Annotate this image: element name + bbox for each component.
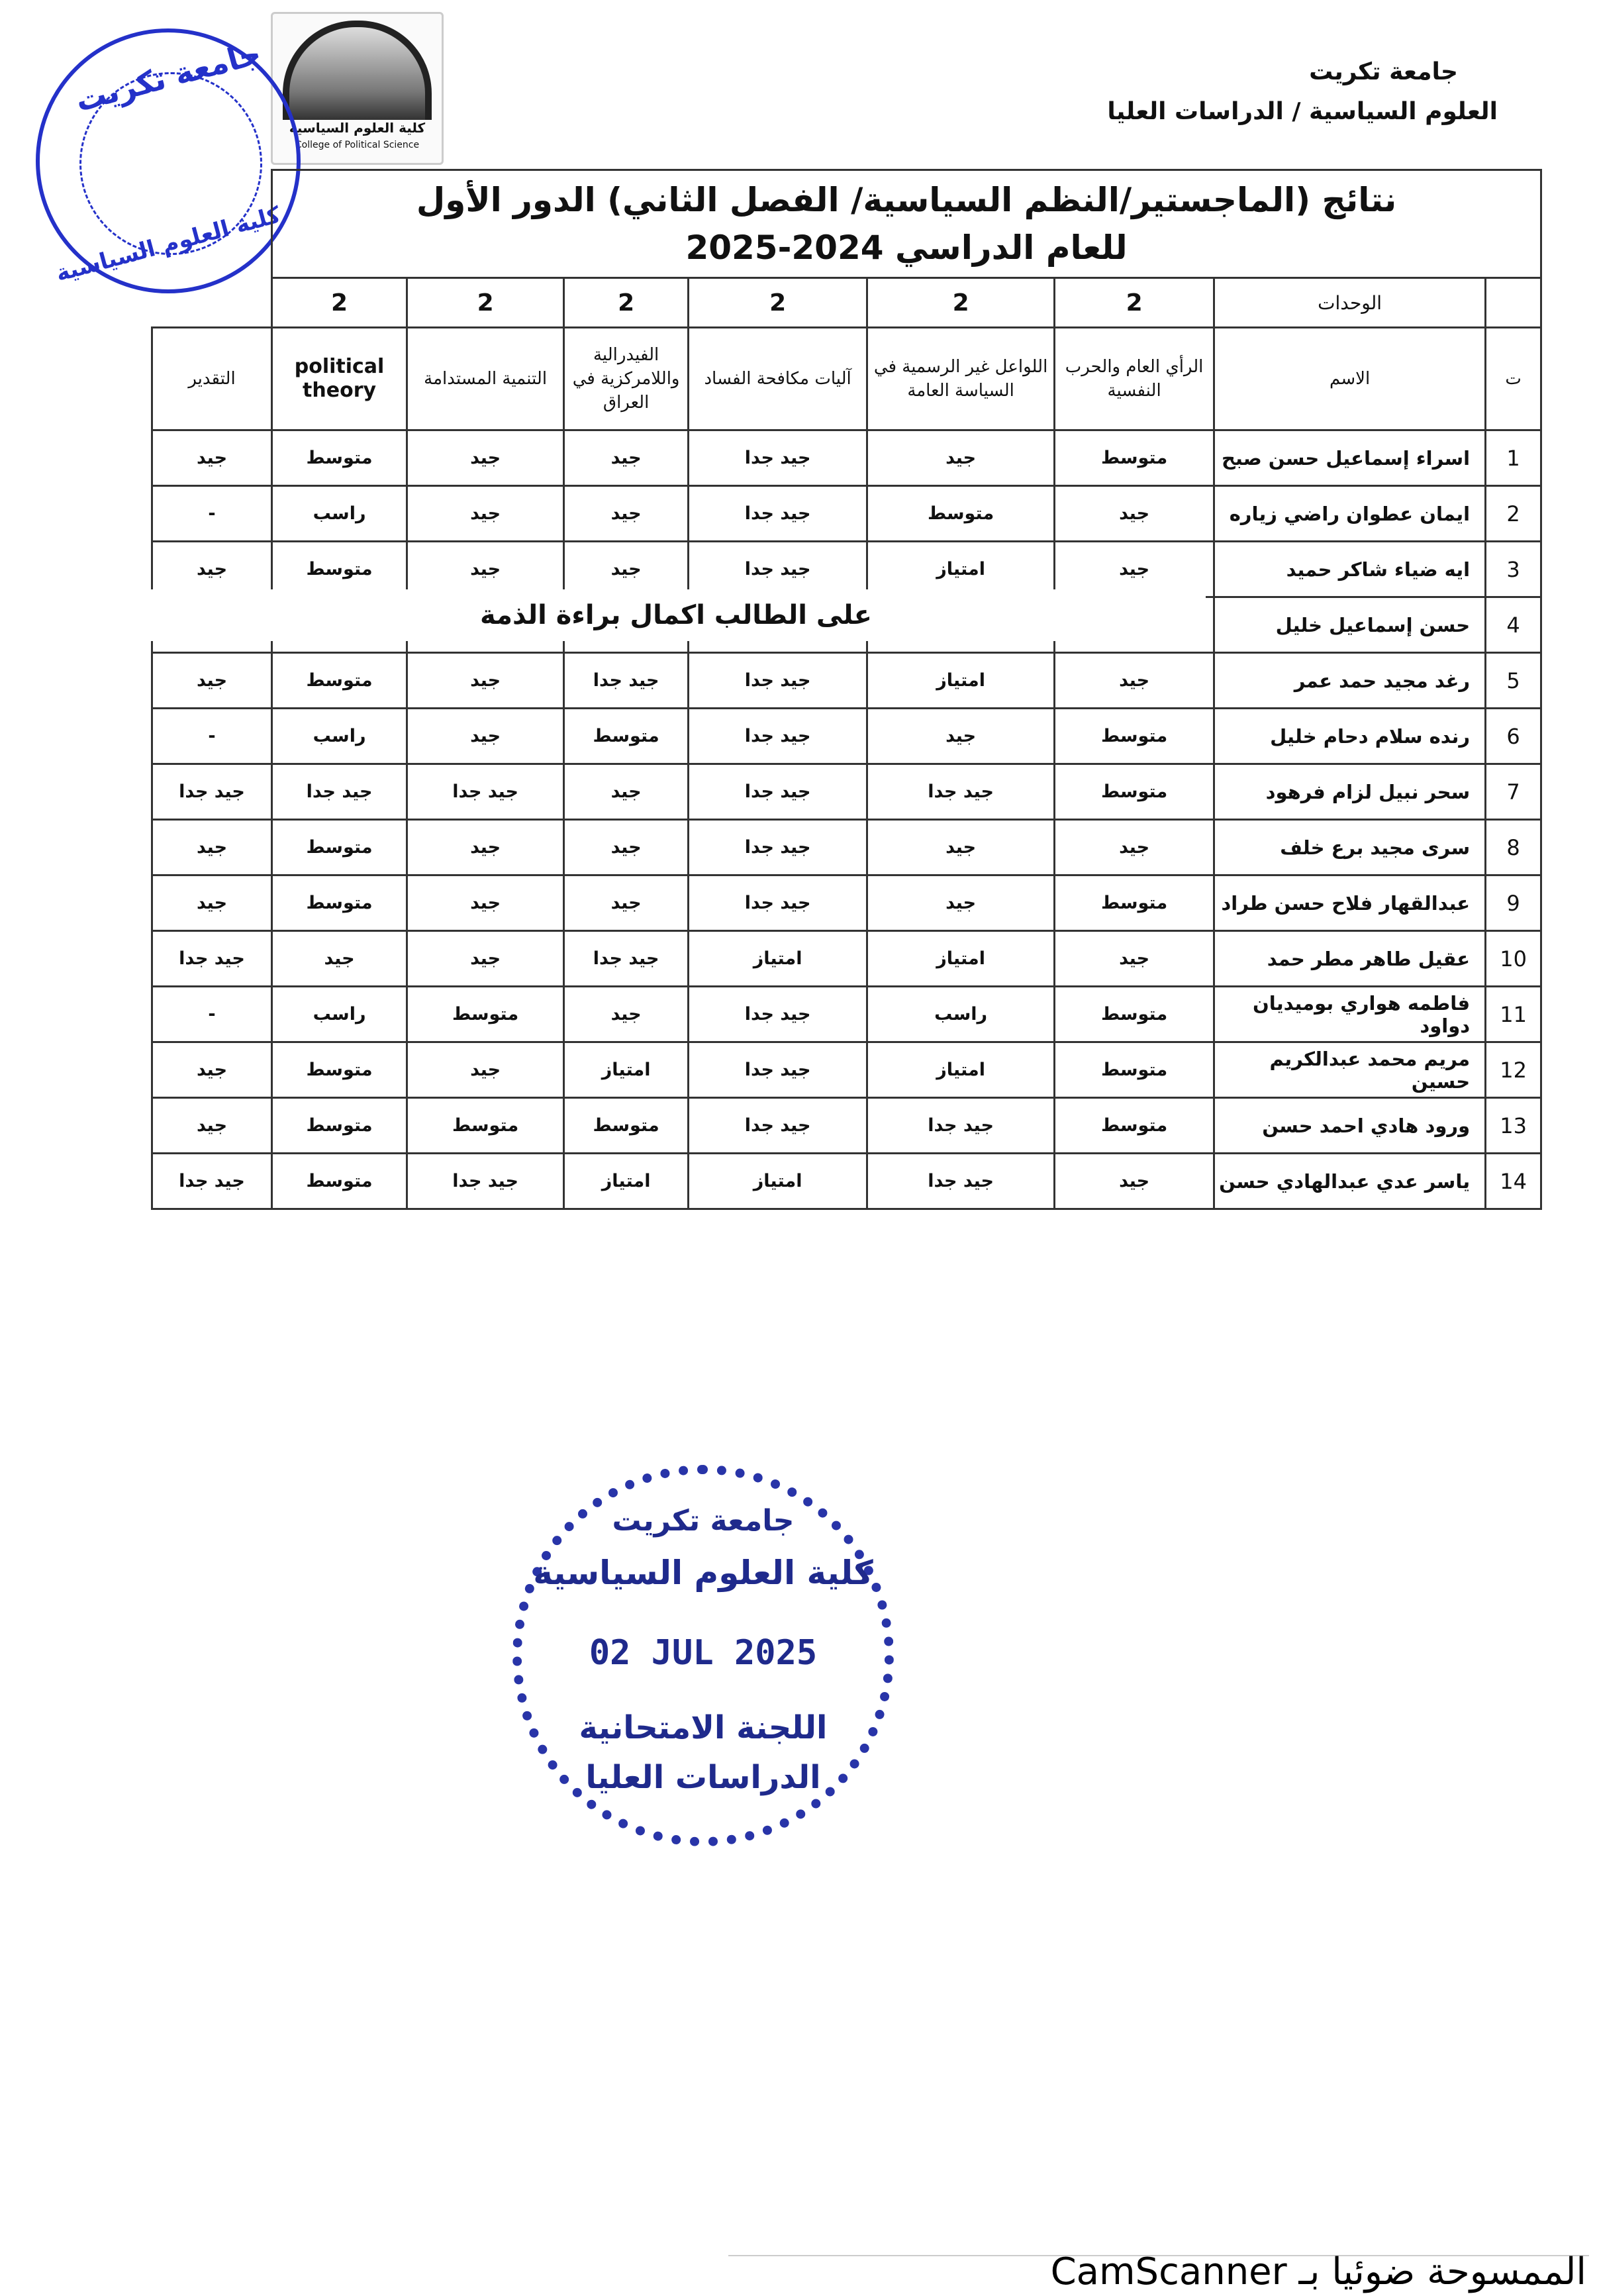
grade-cell: جيد — [407, 653, 564, 709]
grade-cell: امتياز — [689, 1154, 867, 1209]
table-row — [152, 430, 1541, 486]
grade-cell: جيد جدا — [867, 1098, 1055, 1154]
table-row — [152, 820, 1541, 875]
final-grade-cell: جيد — [152, 1098, 272, 1154]
grade-cell: متوسط — [1055, 1042, 1214, 1098]
grade-cell: متوسط — [1055, 875, 1214, 931]
camscanner-footer: الممسوحة ضوئيا بـ CamScanner — [1050, 2250, 1586, 2293]
grade-cell: جيد — [564, 486, 689, 542]
final-grade-cell: - — [152, 486, 272, 542]
grade-cell: متوسط — [272, 1042, 407, 1098]
stamp-postgrad: الدراسات العليا — [585, 1759, 821, 1796]
row-index: 2 — [1486, 486, 1541, 542]
logo-english-text: College of Political Science — [295, 140, 420, 150]
header-subject: التنمية المستدامة — [407, 328, 564, 430]
grade-cell: جيد — [564, 987, 689, 1042]
final-grade-cell: جيد — [152, 1042, 272, 1098]
grade-cell: جيد جدا — [564, 931, 689, 987]
grade-cell: امتياز — [564, 1042, 689, 1098]
header-grade: التقدير — [152, 328, 272, 430]
grade-cell: متوسط — [407, 1098, 564, 1154]
stamp-university: جامعة تكريت — [612, 1504, 795, 1538]
grade-cell: متوسط — [1055, 987, 1214, 1042]
exam-committee-stamp — [512, 1465, 894, 1846]
student-name: مريم محمد عبدالكريم حسين — [1214, 1042, 1486, 1098]
table-row — [152, 653, 1541, 709]
row-index: 10 — [1486, 931, 1541, 987]
table-row — [152, 1154, 1541, 1209]
grade-cell: جيد جدا — [689, 542, 867, 597]
grade-cell: جيد جدا — [407, 1154, 564, 1209]
final-grade-cell: - — [152, 987, 272, 1042]
grade-cell: جيد جدا — [689, 1042, 867, 1098]
student-name: ياسر عدي عبدالهادي حسن — [1214, 1154, 1486, 1209]
row-index: 4 — [1486, 597, 1541, 653]
row-index: 8 — [1486, 820, 1541, 875]
row-index: 6 — [1486, 709, 1541, 764]
table-row — [152, 931, 1541, 987]
row-index: 1 — [1486, 430, 1541, 486]
grade-cell: جيد — [407, 875, 564, 931]
table-row — [152, 542, 1541, 597]
grade-cell: امتياز — [867, 653, 1055, 709]
grade-cell: امتياز — [867, 542, 1055, 597]
title-line1: نتائج (الماجستير/النظم السياسية/ الفصل الثاني) الدور الأول — [416, 181, 1397, 219]
grade-cell: جيد — [407, 430, 564, 486]
final-grade-cell: جيد — [152, 875, 272, 931]
grade-cell: متوسط — [272, 430, 407, 486]
grade-cell: جيد — [564, 764, 689, 820]
final-grade-cell: جيد جدا — [152, 931, 272, 987]
grade-cell: جيد — [564, 875, 689, 931]
grade-cell: متوسط — [407, 987, 564, 1042]
row-index: 13 — [1486, 1098, 1541, 1154]
header-subject: اللواعل غير الرسمية في السياسة العامة — [867, 328, 1055, 430]
grade-cell: جيد — [1055, 1154, 1214, 1209]
grade-cell: متوسط — [1055, 709, 1214, 764]
grade-cell: جيد جدا — [689, 764, 867, 820]
student-name: ايمان عطوان راضي زياره — [1214, 486, 1486, 542]
grade-cell: متوسط — [272, 1098, 407, 1154]
units-index-cell — [1486, 278, 1541, 328]
grade-cell: جيد جدا — [564, 653, 689, 709]
student-name: رنده سلام دحام خليل — [1214, 709, 1486, 764]
row-index: 14 — [1486, 1154, 1541, 1209]
stamp-top-line2: كلية العلوم السياسية — [53, 201, 283, 287]
student-name: رغد مجيد حمد عمر — [1214, 653, 1486, 709]
grade-cell: متوسط — [1055, 764, 1214, 820]
grade-cell: جيد — [1055, 820, 1214, 875]
header-index: ت — [1486, 328, 1541, 430]
grade-cell: جيد جدا — [867, 764, 1055, 820]
grade-cell: راسب — [272, 709, 407, 764]
grade-cell: راسب — [867, 987, 1055, 1042]
row-index: 11 — [1486, 987, 1541, 1042]
clearance-notice: على الطالب اكمال براءة الذمة — [146, 589, 1206, 641]
units-cell: 2 — [564, 278, 689, 328]
row-index: 9 — [1486, 875, 1541, 931]
stamp-committee: اللجنة الامتحانية — [579, 1709, 828, 1746]
grade-cell: متوسط — [867, 486, 1055, 542]
page-title — [272, 170, 1541, 278]
student-name: اسراء إسماعيل حسن صبح — [1214, 430, 1486, 486]
grade-cell: جيد — [867, 875, 1055, 931]
final-grade-cell: - — [152, 709, 272, 764]
grade-cell: جيد — [867, 709, 1055, 764]
table-row — [152, 987, 1541, 1042]
grade-cell: متوسط — [564, 1098, 689, 1154]
table-row — [152, 709, 1541, 764]
logo-arch-icon — [283, 21, 432, 120]
grade-cell: جيد جدا — [689, 820, 867, 875]
grade-cell: متوسط — [272, 542, 407, 597]
grade-cell: امتياز — [867, 1042, 1055, 1098]
grade-cell: متوسط — [272, 653, 407, 709]
grade-cell: جيد — [407, 542, 564, 597]
grade-cell: جيد جدا — [689, 653, 867, 709]
row-index: 5 — [1486, 653, 1541, 709]
grade-cell: جيد جدا — [407, 764, 564, 820]
grade-cell: جيد — [1055, 486, 1214, 542]
final-grade-cell: جيد — [152, 430, 272, 486]
units-cell: 2 — [867, 278, 1055, 328]
grade-cell: جيد جدا — [689, 987, 867, 1042]
final-grade-cell: جيد جدا — [152, 1154, 272, 1209]
student-name: عبدالقهار فلاح حسن طراد — [1214, 875, 1486, 931]
grade-cell: راسب — [272, 486, 407, 542]
grade-cell: متوسط — [272, 1154, 407, 1209]
header-subject: آليات مكافحة الفساد — [689, 328, 867, 430]
table-row — [152, 1098, 1541, 1154]
grade-cell: جيد — [1055, 931, 1214, 987]
table-row — [152, 764, 1541, 820]
units-cell: 2 — [407, 278, 564, 328]
grade-cell: جيد جدا — [689, 709, 867, 764]
units-cell: 2 — [1055, 278, 1214, 328]
final-grade-cell: جيد — [152, 542, 272, 597]
university-name: جامعة تكريت — [1309, 58, 1458, 85]
grade-cell: متوسط — [272, 820, 407, 875]
header-name: الاسم — [1214, 328, 1486, 430]
student-name: فاطمه هواري بوميديان دواود — [1214, 987, 1486, 1042]
table-row — [152, 486, 1541, 542]
stamp-top-line1: جامعة تكريت — [72, 34, 265, 119]
stamp-college: كلية العلوم السياسية — [533, 1554, 873, 1592]
department-name: العلوم السياسية / الدراسات العليا — [1107, 98, 1498, 125]
row-index: 12 — [1486, 1042, 1541, 1098]
grade-cell: متوسط — [272, 875, 407, 931]
units-cell: 2 — [689, 278, 867, 328]
grade-cell: جيد جدا — [689, 486, 867, 542]
student-name: سحر نبيل لزام فرهود — [1214, 764, 1486, 820]
grade-cell: جيد جدا — [272, 764, 407, 820]
units-label: الوحدات — [1214, 278, 1486, 328]
header-subject: political theory — [272, 328, 407, 430]
logo-arabic-text: كلية العلوم السياسية — [289, 120, 426, 136]
grade-cell: امتياز — [689, 931, 867, 987]
student-name: ورود هادي احمد حسن — [1214, 1098, 1486, 1154]
units-cell: 2 — [272, 278, 407, 328]
grade-cell: جيد جدا — [689, 1098, 867, 1154]
grade-cell: متوسط — [564, 709, 689, 764]
grade-cell: جيد — [564, 542, 689, 597]
header-subject: الفيدرالية واللامركزية في العراق — [564, 328, 689, 430]
grade-cell: راسب — [272, 987, 407, 1042]
blank-corner — [152, 170, 272, 328]
final-grade-cell: جيد — [152, 653, 272, 709]
stamp-date: 02 JUL 2025 — [589, 1633, 818, 1673]
grade-cell: امتياز — [564, 1154, 689, 1209]
title-line2: للعام الدراسي 2024-2025 — [685, 228, 1128, 267]
grade-cell: متوسط — [1055, 430, 1214, 486]
grade-cell: جيد جدا — [689, 875, 867, 931]
grade-cell: جيد — [1055, 653, 1214, 709]
grade-cell: جيد — [407, 1042, 564, 1098]
grade-cell: جيد — [1055, 542, 1214, 597]
grade-cell: جيد — [407, 820, 564, 875]
table-row — [152, 875, 1541, 931]
student-name: حسن إسماعيل خليل — [1214, 597, 1486, 653]
student-name: عقيل طاهر مطر حمد — [1214, 931, 1486, 987]
grade-cell: جيد — [564, 820, 689, 875]
grade-cell: متوسط — [1055, 1098, 1214, 1154]
header-subject: الرأي العام والحرب النفسية — [1055, 328, 1214, 430]
grade-cell: جيد — [564, 430, 689, 486]
grade-cell: جيد — [272, 931, 407, 987]
grade-cell: امتياز — [867, 931, 1055, 987]
grade-cell: جيد — [407, 709, 564, 764]
grade-cell: جيد — [407, 931, 564, 987]
results-table — [151, 169, 1542, 1210]
row-index: 7 — [1486, 764, 1541, 820]
student-name: سرى مجيد برع خلف — [1214, 820, 1486, 875]
table-row — [152, 1042, 1541, 1098]
grade-cell: جيد — [867, 820, 1055, 875]
student-name: ايه ضياء شاكر حميد — [1214, 542, 1486, 597]
final-grade-cell: جيد جدا — [152, 764, 272, 820]
final-grade-cell: جيد — [152, 820, 272, 875]
row-index: 3 — [1486, 542, 1541, 597]
grade-cell: جيد — [407, 486, 564, 542]
grade-cell: جيد جدا — [689, 430, 867, 486]
grade-cell: جيد جدا — [867, 1154, 1055, 1209]
grade-cell: جيد — [867, 430, 1055, 486]
